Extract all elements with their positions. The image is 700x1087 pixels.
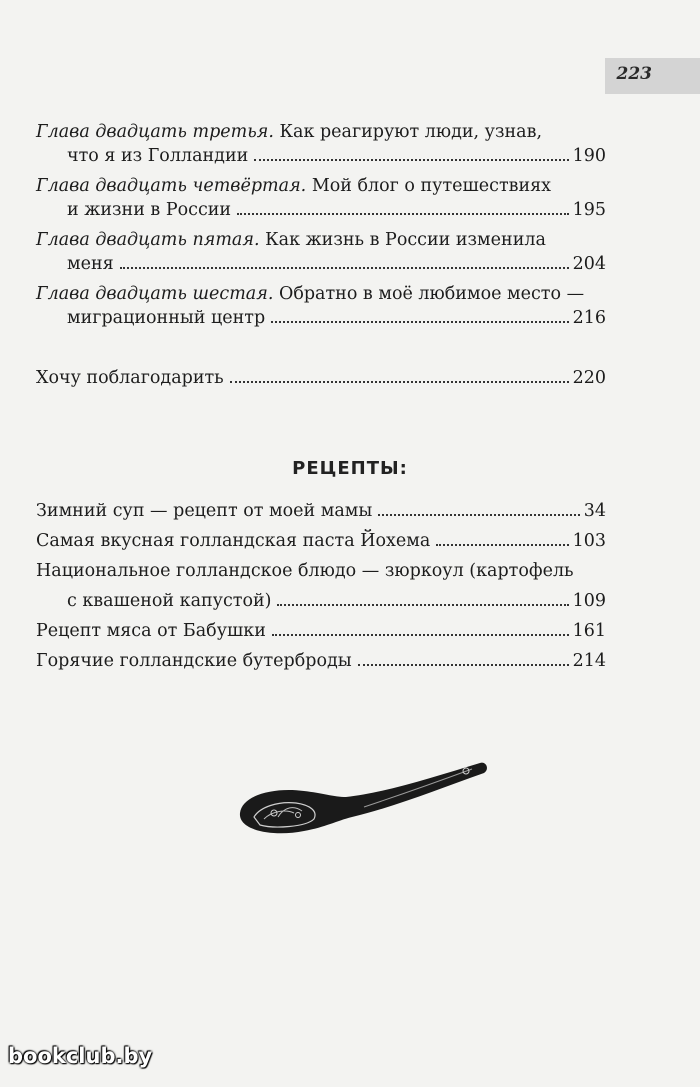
recipe-item [36, 529, 606, 553]
dot-leader [230, 381, 569, 383]
recipe-title: Национальное голландское блюдо — зюркоул (картофель [36, 561, 574, 581]
dot-leader [254, 159, 568, 161]
recipe-title: Горячие голландские бутерброды [36, 651, 352, 671]
dot-leader [277, 604, 568, 606]
page-ref: 103 [572, 531, 606, 551]
thanks-title: Хочу поблагодарить [36, 368, 224, 388]
chapter-title: Мой блог о путешествиях [311, 176, 552, 196]
recipe-item [36, 649, 606, 673]
toc-chapter-23 [36, 120, 606, 168]
recipe-item [36, 559, 606, 613]
page-ref: 190 [572, 146, 606, 166]
dot-leader [436, 544, 568, 546]
watermark: bookclub.by [8, 1044, 153, 1068]
dot-leader [237, 213, 569, 215]
chapter-label: Глава двадцать четвёртая. [36, 176, 307, 196]
recipe-title: Рецепт мяса от Бабушки [36, 621, 266, 641]
chapter-label: Глава двадцать пятая. [36, 230, 260, 250]
toc-thanks [36, 366, 606, 390]
chapter-title-cont: что я из Голландии [67, 146, 249, 166]
page-ref: 216 [572, 308, 606, 328]
chapter-title-cont: и жизни в России [67, 200, 232, 220]
chapter-title: Как жизнь в России изменила [265, 230, 546, 250]
page-ref: 220 [572, 368, 606, 388]
recipe-item [36, 499, 606, 523]
dot-leader [272, 634, 569, 636]
page-ref: 161 [572, 621, 606, 641]
chapter-title-cont: миграционный центр [67, 308, 266, 328]
page-ref: 204 [572, 254, 606, 274]
page-ref: 109 [572, 591, 606, 611]
chapter-title: Обратно в моё любимое место — [278, 284, 585, 304]
recipe-item [36, 619, 606, 643]
spoon-icon [234, 755, 494, 845]
page-ref: 214 [572, 651, 606, 671]
chapter-title: Как реагируют люди, узнав, [279, 122, 543, 142]
page-ref: 34 [583, 501, 606, 521]
dot-leader [120, 267, 569, 269]
chapter-label: Глава двадцать третья. [36, 122, 274, 142]
recipe-title: Самая вкусная голландская паста Йохема [36, 531, 431, 551]
toc-chapter-25 [36, 228, 606, 276]
page-ref: 195 [572, 200, 606, 220]
page-number: 223 [616, 64, 652, 84]
dot-leader [271, 321, 568, 323]
recipe-title: Зимний суп — рецепт от моей мамы [36, 501, 373, 521]
dot-leader [378, 514, 579, 516]
chapter-title-cont: меня [67, 254, 114, 274]
recipes-heading: РЕЦЕПТЫ: [292, 458, 408, 479]
toc-chapter-26 [36, 282, 606, 330]
chapter-label: Глава двадцать шестая. [36, 284, 274, 304]
toc-chapter-24 [36, 174, 606, 222]
recipe-title-cont: с квашеной капустой) [67, 591, 272, 611]
dot-leader [358, 664, 569, 666]
